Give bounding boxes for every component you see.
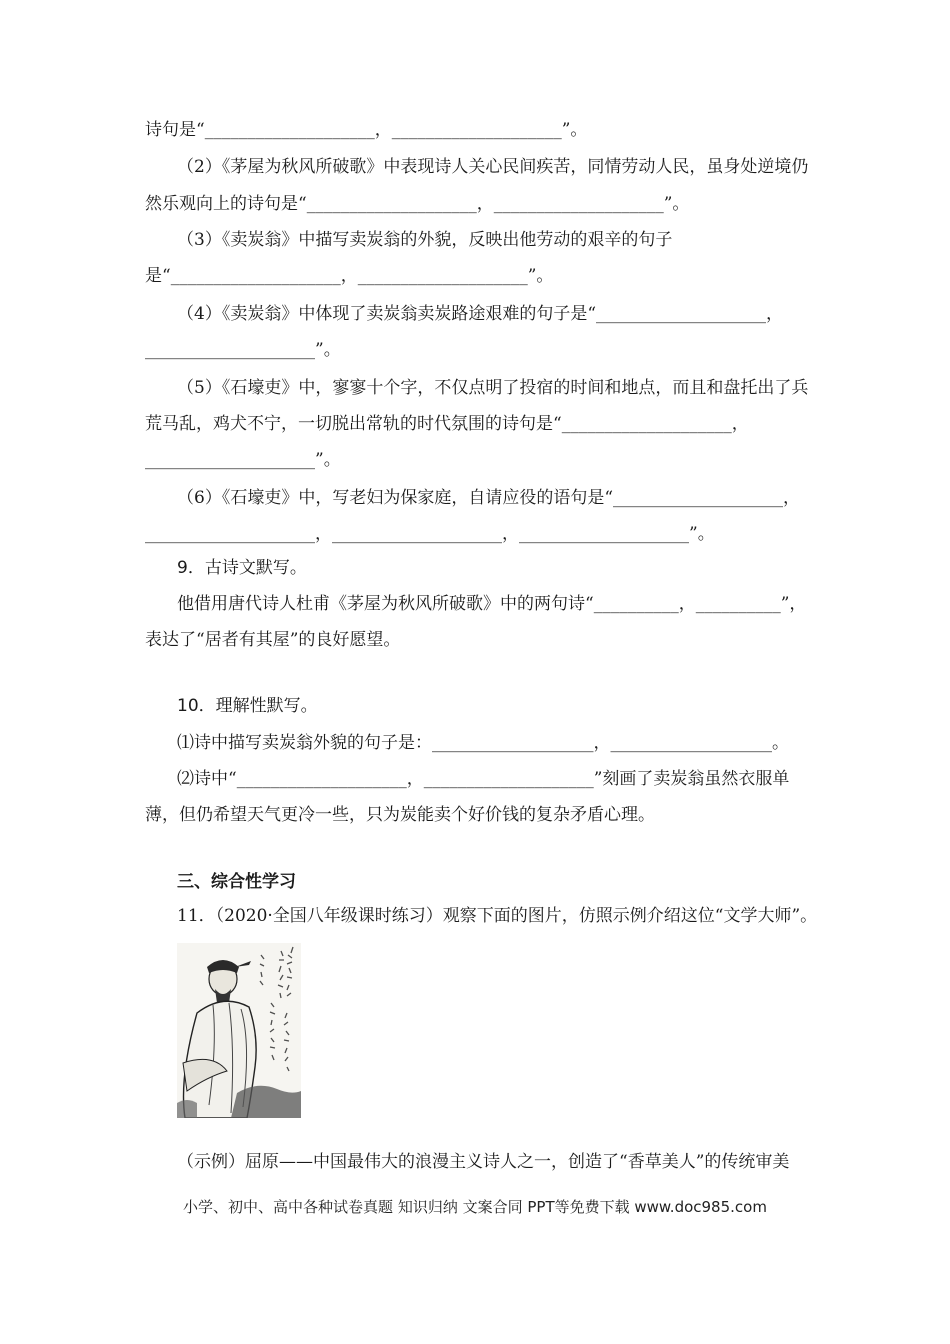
q8-4-line1: （4）《卖炭翁》中体现了卖炭翁卖炭路途艰难的句子是“____________________，: [177, 304, 784, 324]
q8-3-line2: 是“____________________，____________________”。: [145, 266, 554, 286]
q10-2-line1: ⑵诗中“____________________，____________________”刻画了卖炭翁虽然衣服单: [177, 769, 790, 789]
q11-prompt: 11．（2020·全国八年级课时练习）观察下面的图片，仿照示例介绍这位“文学大师”。: [177, 906, 818, 926]
q10-2-line2: 薄，但仍希望天气更冷一些，只为炭能卖个好价钱的复杂矛盾心理。: [145, 805, 655, 825]
q8-5-line1: （5）《石壕吏》中，寥寥十个字，不仅点明了投宿的时间和地点，而且和盘托出了兵: [177, 378, 809, 398]
q9-heading: 9．古诗文默写。: [177, 558, 307, 578]
q8-2-line1: （2）《茅屋为秋风所破歌》中表现诗人关心民间疾苦，同情劳动人民，虽身处逆境仍: [177, 157, 809, 177]
q9-line1: 他借用唐代诗人杜甫《茅屋为秋风所破歌》中的两句诗“__________，__________”，: [177, 594, 807, 614]
page-footer: 小学、初中、高中各种试卷真题 知识归纳 文案合同 PPT等免费下载 www.doc985.com: [183, 1198, 767, 1216]
poet-portrait-drawing: [177, 943, 301, 1118]
q8-5-line3: ____________________”。: [145, 450, 341, 470]
q8-2-line2: 然乐观向上的诗句是“____________________，____________________”。: [145, 194, 690, 214]
q10-1: ⑴诗中描写卖炭翁外貌的句子是：___________________，___________________。: [177, 733, 789, 753]
q9-line2: 表达了“居者有其屋”的良好愿望。: [145, 630, 401, 650]
poet-portrait-image: [177, 943, 301, 1118]
q8-5-line2: 荒马乱，鸡犬不宁，一切脱出常轨的时代氛围的诗句是“____________________，: [145, 414, 749, 434]
q11-example: （示例）屈原——中国最伟大的浪漫主义诗人之一，创造了“香草美人”的传统审美: [177, 1152, 790, 1172]
q8-3-line1: （3）《卖炭翁》中描写卖炭翁的外貌，反映出他劳动的艰辛的句子: [177, 230, 673, 250]
q8-6-line2: ____________________，____________________，____________________”。: [145, 524, 715, 544]
q8-1-continuation: 诗句是“____________________，____________________”。: [145, 120, 588, 140]
q8-4-line2: ____________________”。: [145, 340, 341, 360]
q10-heading: 10．理解性默写。: [177, 696, 318, 716]
section-heading: 三、综合性学习: [177, 872, 296, 892]
q8-6-line1: （6）《石壕吏》中，写老妇为保家庭，自请应役的语句是“____________________，: [177, 488, 801, 508]
